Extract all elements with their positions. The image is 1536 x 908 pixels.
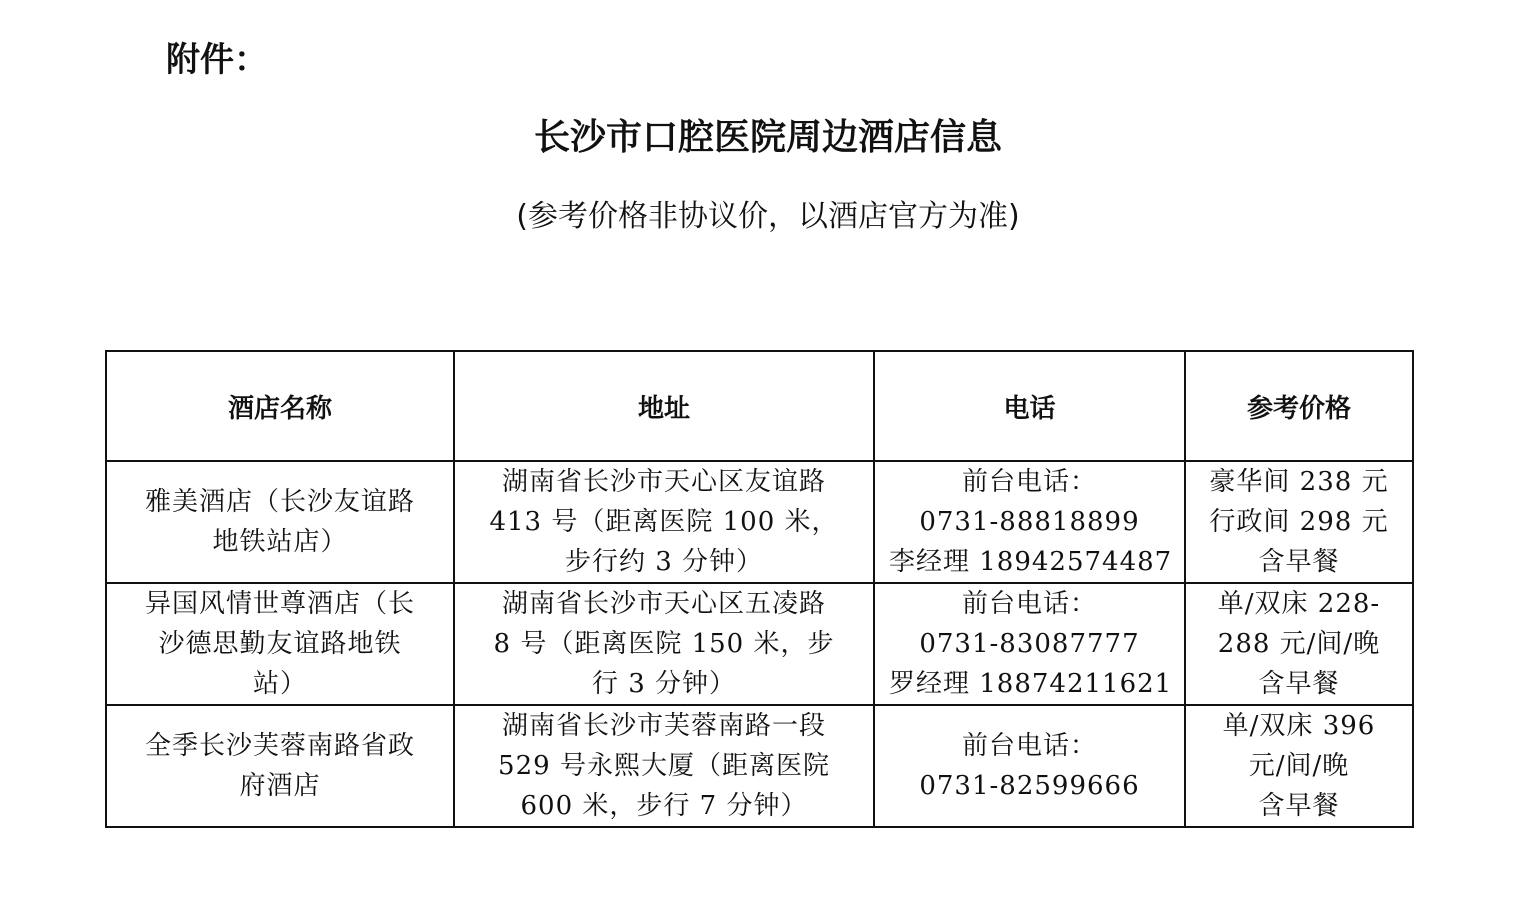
- address-line: 413 号（距离医院 100 米，: [489, 507, 839, 537]
- address-line: 行 3 分钟）: [591, 669, 737, 699]
- address-cell: [454, 461, 874, 583]
- address-line: 湖南省长沙市天心区五凌路: [501, 589, 826, 619]
- header-phone: 电话: [874, 351, 1185, 461]
- table-row: [106, 461, 1413, 583]
- price-line: 288 元/间/晚: [1217, 629, 1381, 659]
- hotel-name-line: 府酒店: [239, 771, 321, 801]
- phone-line: 李经理 18942574487: [889, 547, 1173, 577]
- table-row: [106, 705, 1413, 827]
- price-cell: [1185, 705, 1413, 827]
- phone-line: 罗经理 18874211621: [889, 669, 1173, 699]
- hotel-name-line: 站）: [252, 669, 307, 699]
- address-line: 529 号永熙大厦（距离医院: [498, 751, 830, 781]
- hotel-name-line: 地铁站店）: [212, 527, 348, 557]
- price-line: 单/双床 228-: [1217, 589, 1381, 619]
- address-cell: [454, 705, 874, 827]
- phone-line: 0731-88818899: [919, 507, 1140, 537]
- phone-line: 前台电话：: [961, 467, 1097, 497]
- hotel-info-table: [105, 350, 1414, 828]
- attachment-label: 附件：: [166, 40, 268, 80]
- header-address: 地址: [454, 351, 874, 461]
- document-title: 长沙市口腔医院周边酒店信息: [533, 117, 1002, 158]
- phone-cell: [874, 461, 1185, 583]
- price-line: 含早餐: [1258, 791, 1340, 821]
- hotel-name-cell: [106, 705, 454, 827]
- hotel-name-cell: [106, 461, 454, 583]
- hotel-name-cell: [106, 583, 454, 705]
- address-line: 8 号（距离医院 150 米，步: [493, 629, 835, 659]
- price-line: 含早餐: [1258, 669, 1340, 699]
- phone-cell: [874, 583, 1185, 705]
- address-line: 600 米，步行 7 分钟）: [520, 791, 808, 821]
- phone-cell: [874, 705, 1185, 827]
- address-line: 湖南省长沙市天心区友谊路: [501, 467, 826, 497]
- phone-line: 前台电话：: [961, 589, 1097, 619]
- phone-line: 0731-83087777: [919, 629, 1140, 659]
- price-line: 含早餐: [1258, 547, 1340, 577]
- price-line: 单/双床 396: [1222, 711, 1376, 741]
- hotel-name-line: 沙德思勤友谊路地铁: [158, 629, 402, 659]
- header-hotel-name: 酒店名称: [106, 351, 454, 461]
- table-header-row: [106, 351, 1413, 461]
- table-row: [106, 583, 1413, 705]
- address-line: 湖南省长沙市芙蓉南路一段: [501, 711, 826, 741]
- phone-line: 前台电话：: [961, 731, 1097, 761]
- price-line: 元/间/晚: [1248, 751, 1350, 781]
- document-subtitle: (参考价格非协议价，以酒店官方为准): [516, 199, 1020, 234]
- hotel-name-line: 异国风情世尊酒店（长: [144, 589, 415, 619]
- hotel-name-line: 雅美酒店（长沙友谊路: [144, 487, 415, 517]
- header-price: 参考价格: [1185, 351, 1413, 461]
- address-cell: [454, 583, 874, 705]
- price-cell: [1185, 583, 1413, 705]
- price-line: 行政间 298 元: [1209, 507, 1389, 537]
- phone-line: 0731-82599666: [919, 771, 1140, 801]
- address-line: 步行约 3 分钟）: [564, 547, 764, 577]
- price-cell: [1185, 461, 1413, 583]
- hotel-name-line: 全季长沙芙蓉南路省政: [144, 731, 415, 761]
- price-line: 豪华间 238 元: [1209, 467, 1389, 497]
